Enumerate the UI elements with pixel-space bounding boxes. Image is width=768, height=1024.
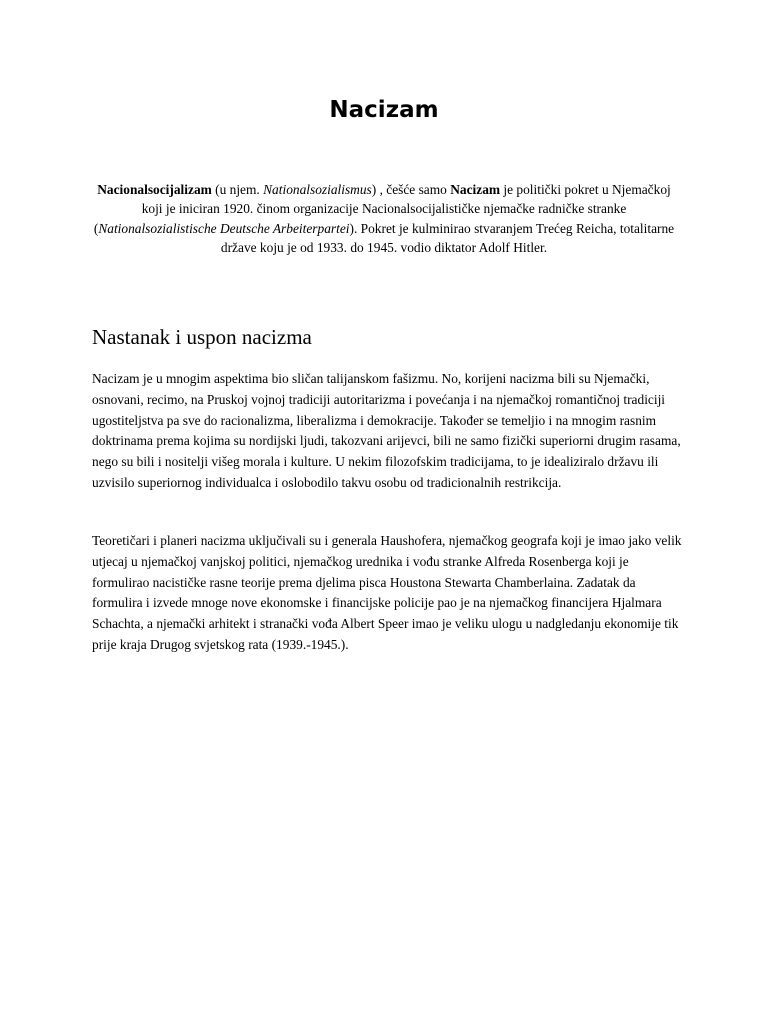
body-paragraph-1: Nacizam je u mnogim aspektima bio sličan talijanskom fašizmu. No, korijeni nacizma bili su Njemački, osnovani, recimo, na Pruskoj vojnoj tradiciji autoritarizma i povećanja i na njemačkoj romantičnoj tradiciji ugostiteljstva pa sve do racionalizma, liberalizma i demokracije. Također se temeljio i na mnogim rasnim doktrinama prema kojima su nordijski ljudi, takozvani arijevci, bili ne samo fizički superiorni drugim rasama, nego su bili i nositelji višeg morala i kulture. U nekim filozofskim tradicijama, to je idealiziralo državu ili uzvisilo superiornog individualca i oslobodilo takvu osobu od tradicionalnih restrikcija. bbox=[92, 371, 681, 490]
intro-text-3: je politički pokret u Njemačkoj koji je iniciran 1920. činom organizacije Nacionalsocijalističke njemačke radničke stranke ( bbox=[93, 182, 671, 236]
intro-party-name: Nationalsozialistische Deutsche Arbeiterpartei bbox=[98, 220, 350, 236]
intro-short-term: Nacizam bbox=[450, 182, 501, 197]
intro-text-1: (u njem. bbox=[211, 182, 264, 197]
intro-text-2: ) , češće samo bbox=[371, 182, 451, 197]
body-paragraph-2: Teoretičari i planeri nacizma uključivali su i generala Haushofera, njemačkog geografa koji je imao jako velik utjecaj u njemačkoj vanjskoj politici, njemačkog urednika i vođu stranke Alfreda Rosenberga koji je formulirao nacističke rasne teorije prema djelima pisca Houstona Stewarta Chamberlaina. Zadatak da formulira i izvede mnoge nove ekonomske i financijske policije pao je na njemačkog financijera Hjalmara Schachta, a njemački arhitekt i stranački vođa Albert Speer imao je veliku ulogu u nadgledanju ekonomije tik prije kraja Drugog svjetskog rata (1939.-1945.). bbox=[92, 533, 682, 652]
page-title: Nacizam bbox=[329, 97, 439, 123]
intro-paragraph bbox=[92, 180, 676, 257]
intro-text-4: ). Pokret je kulminirao stvaranjem Trećeg Reicha, totalitarne države koju je od 1933. do 1945. vodio diktator Adolf Hitler. bbox=[220, 220, 675, 255]
intro-german-term: Nationalsozialismus bbox=[263, 182, 372, 197]
intro-term: Nacionalsocijalizam bbox=[97, 182, 212, 197]
section-heading: Nastanak i uspon nacizma bbox=[92, 325, 312, 349]
